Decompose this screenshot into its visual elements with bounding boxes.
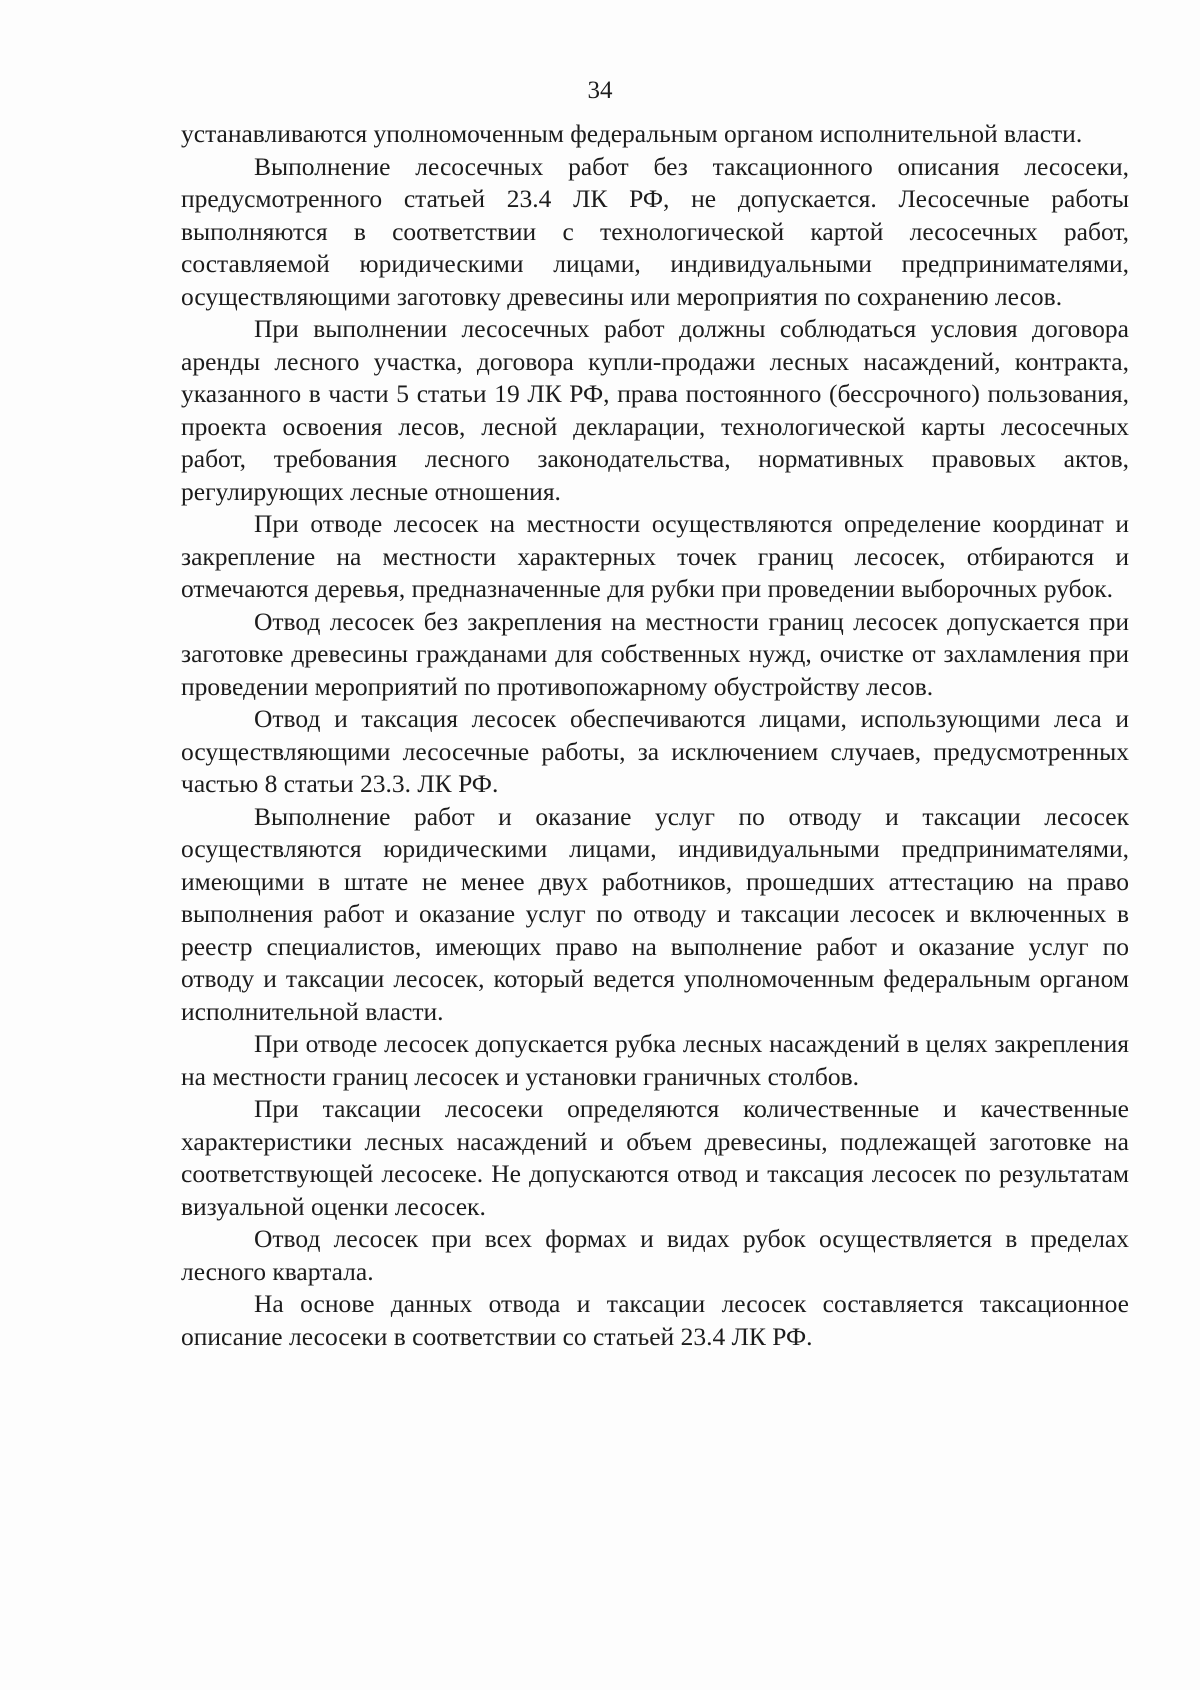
paragraph-continuation: устанавливаются уполномоченным федеральным органом исполнительной власти. [181, 119, 1083, 148]
paragraph: Отвод лесосек без закрепления на местности границ лесосек допускается при заготовке древесины гражданами для собственных нужд, очистке от захламления при проведении мероприятий по противопожарному обустройству лесов. [181, 606, 1129, 701]
page-number: 34 [587, 77, 613, 104]
paragraph: Выполнение работ и оказание услуг по отводу и таксации лесосек осуществляются юридическими лицами, индивидуальными предпринимателями, имеющими в штате не менее двух работников, прошедших аттестацию на право выполнения работ и оказание услуг по отводу и таксации лесосек и включенных в реестр специалистов, имеющих право на выполнение работ и оказание услуг по отводу и таксации лесосек, который ведется уполномоченным федеральным органом исполнительной власти. [181, 801, 1129, 1026]
paragraph: Отвод лесосек при всех формах и видах рубок осуществляется в пределах лесного квартала. [181, 1224, 1129, 1286]
paragraph: Выполнение лесосечных работ без таксационного описания лесосеки, предусмотренного статьей 23.4 ЛК РФ, не допускается. Лесосечные работы выполняются в соответствии с технологической картой лесосечных работ, составляемой юридическими лицами, индивидуальными предпринимателями, осуществляющими заготовку древесины или мероприятия по сохранению лесов. [181, 151, 1129, 311]
paragraph: Отвод и таксация лесосек обеспечиваются лицами, использующими леса и осуществляющими лесосечные работы, за исключением случаев, предусмотренных частью 8 статьи 23.3. ЛК РФ. [181, 704, 1129, 798]
paragraph: При отводе лесосек допускается рубка лесных насаждений в целях закрепления на местности границ лесосек и установки граничных столбов. [181, 1029, 1129, 1091]
paragraph: При отводе лесосек на местности осуществляются определение координат и закрепление на местности характерных точек границ лесосек, отбираются и отмечаются деревья, предназначенные для рубки при проведении выборочных рубок. [181, 509, 1129, 603]
paragraph: При выполнении лесосечных работ должны соблюдаться условия договора аренды лесного участка, договора купли-продажи лесных насаждений, контракта, указанного в части 5 статьи 19 ЛК РФ, права постоянного (бессрочного) пользования, проекта освоения лесов, лесной декларации, технологической карты лесосечных работ, требования лесного законодательства, нормативных правовых актов, регулирующих лесные отношения. [181, 314, 1129, 506]
document-body [181, 118, 1129, 1353]
paragraph: При таксации лесосеки определяются количественные и качественные характеристики лесных насаждений и объем древесины, подлежащей заготовке на соответствующей лесосеке. Не допускаются отвод и таксация лесосек по результатам визуальной оценки лесосек. [181, 1094, 1129, 1221]
paragraph: На основе данных отвода и таксации лесосек составляется таксационное описание лесосеки в соответствии со статьей 23.4 ЛК РФ. [181, 1289, 1129, 1351]
